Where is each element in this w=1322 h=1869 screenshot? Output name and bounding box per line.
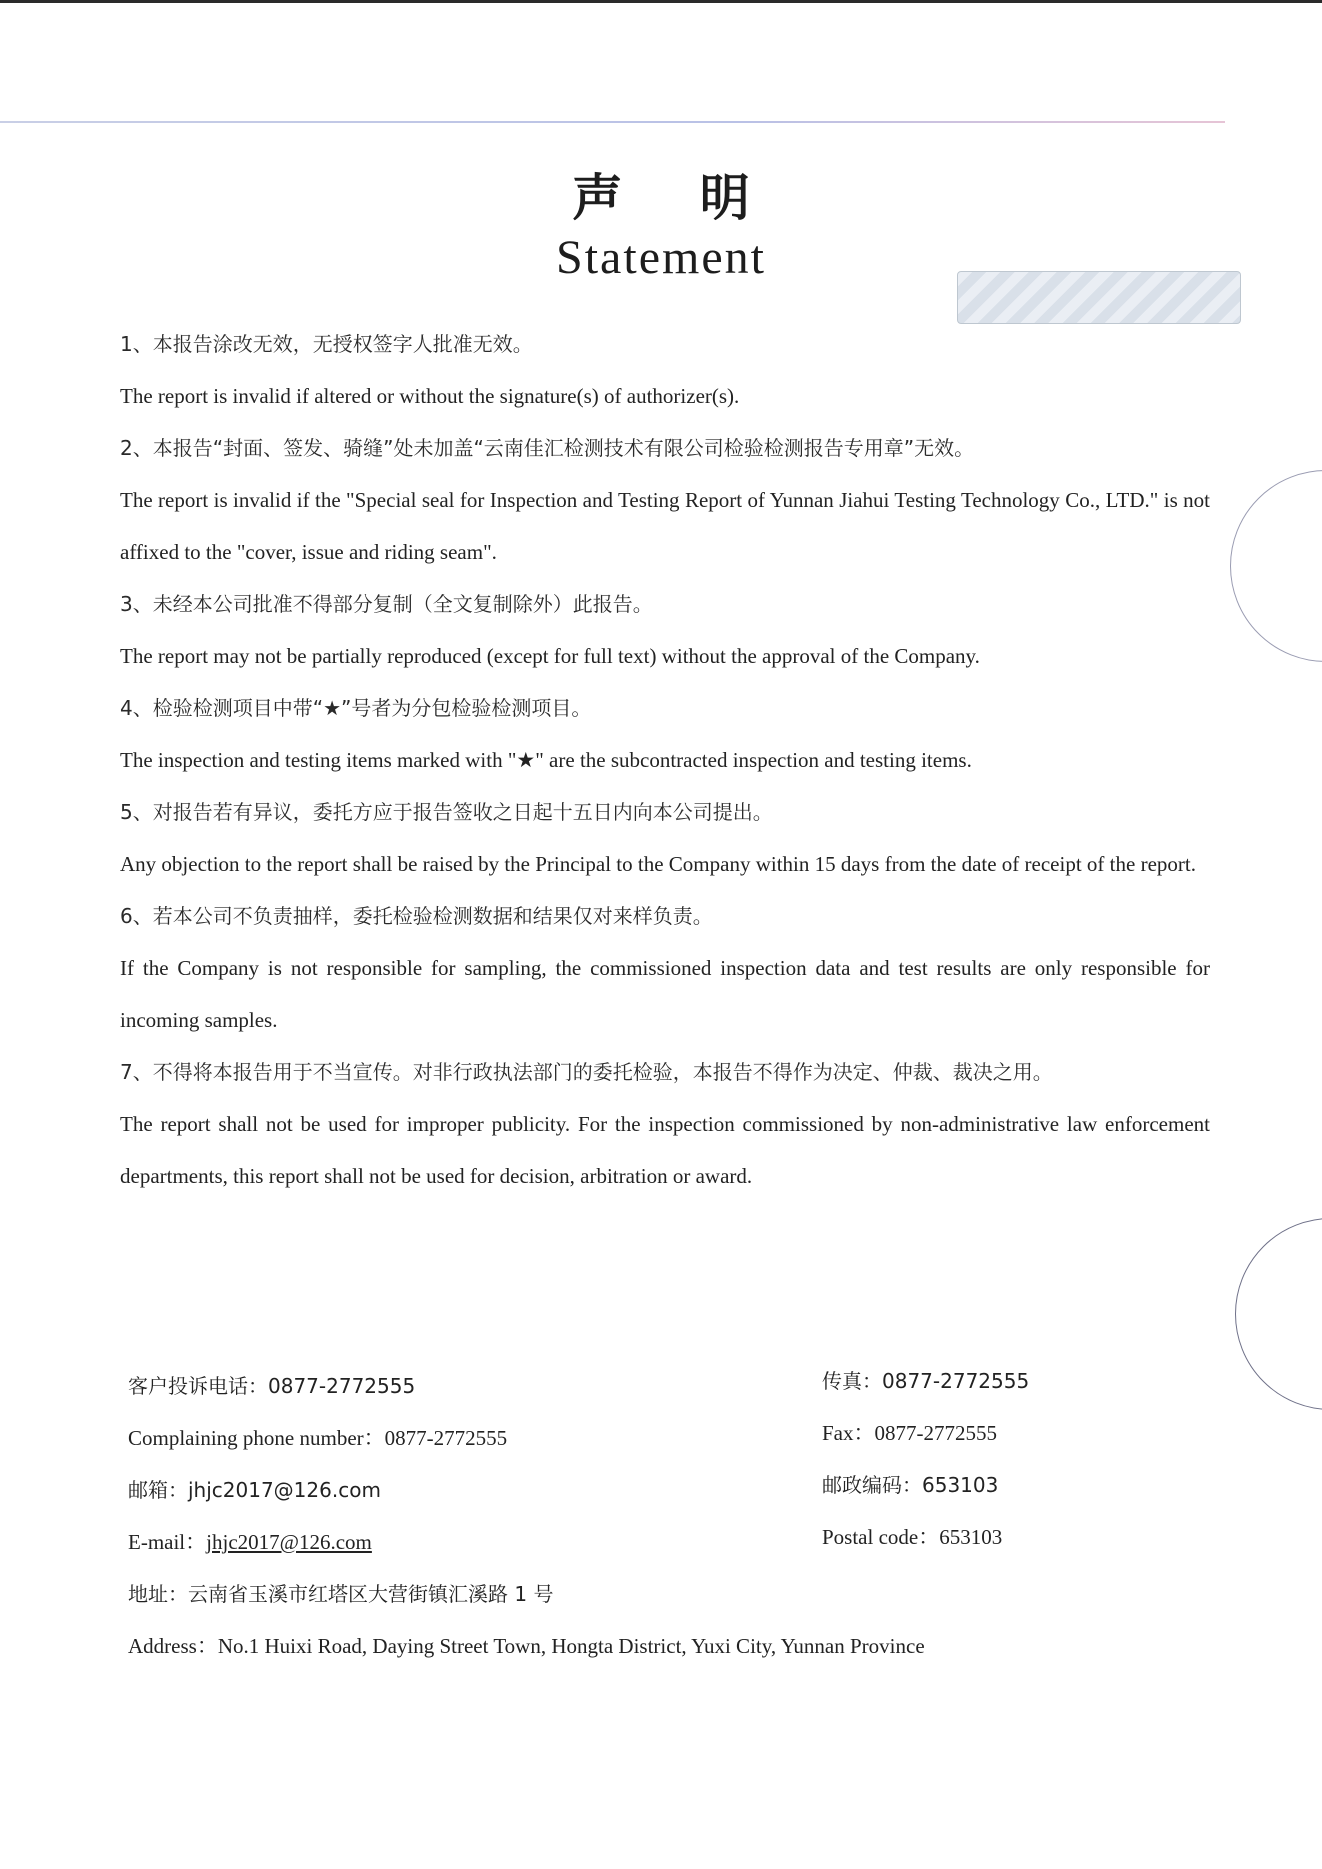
statement-list — [120, 318, 1210, 1202]
page-top-edge — [0, 0, 1322, 3]
statement-2-en: The report is invalid if the "Special seal for Inspection and Testing Report of Yunnan Jiahui Testing Technology Co., LTD." is not affixed to the "cover, issue and riding seam". — [120, 488, 1210, 564]
fax-cn: 传真：0877-2772555 — [822, 1369, 1030, 1393]
page-title-english: Statement — [556, 231, 766, 284]
postal-code-cn: 邮政编码：653103 — [822, 1473, 999, 1497]
statement-7-cn: 7、不得将本报告用于不当宣传。对非行政执法部门的委托检验，本报告不得作为决定、仲裁、裁决之用。 — [120, 1060, 1053, 1084]
statement-1-en: The report is invalid if altered or without the signature(s) of authorizer(s). — [120, 384, 740, 408]
statement-7-en: The report shall not be used for improper publicity. For the inspection commissioned by non-administrative law enforcement departments, this report shall not be used for decision, arbitration or award. — [120, 1112, 1210, 1188]
statement-1-cn: 1、本报告涂改无效，无授权签字人批准无效。 — [120, 332, 533, 356]
fax-en: Fax：0877-2772555 — [822, 1421, 997, 1445]
statement-6-en: If the Company is not responsible for sampling, the commissioned inspection data and test results are only responsible for incoming samples. — [120, 956, 1210, 1032]
statement-2-cn: 2、本报告“封面、签发、骑缝”处未加盖“云南佳汇检测技术有限公司检验检测报告专用章”无效。 — [120, 436, 975, 460]
email-en — [128, 1516, 507, 1568]
complaint-phone-en: Complaining phone number：0877-2772555 — [128, 1426, 508, 1450]
page-title-chinese: 声 明 — [572, 169, 780, 227]
header-rule — [0, 121, 1225, 123]
riding-seam-seal-arc-lower — [1235, 1218, 1322, 1410]
complaint-phone-cn: 客户投诉电话：0877-2772555 — [128, 1374, 416, 1398]
address-cn: 地址：云南省玉溪市红塔区大营街镇汇溪路 1 号 — [128, 1582, 554, 1606]
statement-4-cn: 4、检验检测项目中带“★”号者为分包检验检测项目。 — [120, 696, 592, 720]
contact-right-column — [822, 1355, 1029, 1563]
email-en-label: E-mail： — [128, 1530, 207, 1554]
statement-3-en: The report may not be partially reproduced (except for full text) without the approval of the Company. — [120, 644, 980, 668]
statement-4-en: The inspection and testing items marked with "★" are the subcontracted inspection and testing items. — [120, 748, 972, 772]
address-en: Address：No.1 Huixi Road, Daying Street Town, Hongta District, Yuxi City, Yunnan Province — [128, 1634, 925, 1658]
email-link[interactable]: jhjc2017@126.com — [206, 1530, 372, 1554]
email-cn: 邮箱：jhjc2017@126.com — [128, 1478, 381, 1502]
statement-5-cn: 5、对报告若有异议，委托方应于报告签收之日起十五日内向本公司提出。 — [120, 800, 773, 824]
statement-5-en: Any objection to the report shall be raised by the Principal to the Company within 15 days from the date of receipt of the report. — [120, 852, 1196, 876]
postal-code-en: Postal code：653103 — [822, 1525, 1003, 1549]
contact-left-column — [128, 1360, 507, 1568]
riding-seam-seal-arc-upper — [1230, 470, 1322, 662]
address-block — [128, 1568, 925, 1672]
statement-3-cn: 3、未经本公司批准不得部分复制（全文复制除外）此报告。 — [120, 592, 653, 616]
statement-6-cn: 6、若本公司不负责抽样，委托检验检测数据和结果仅对来样负责。 — [120, 904, 713, 928]
